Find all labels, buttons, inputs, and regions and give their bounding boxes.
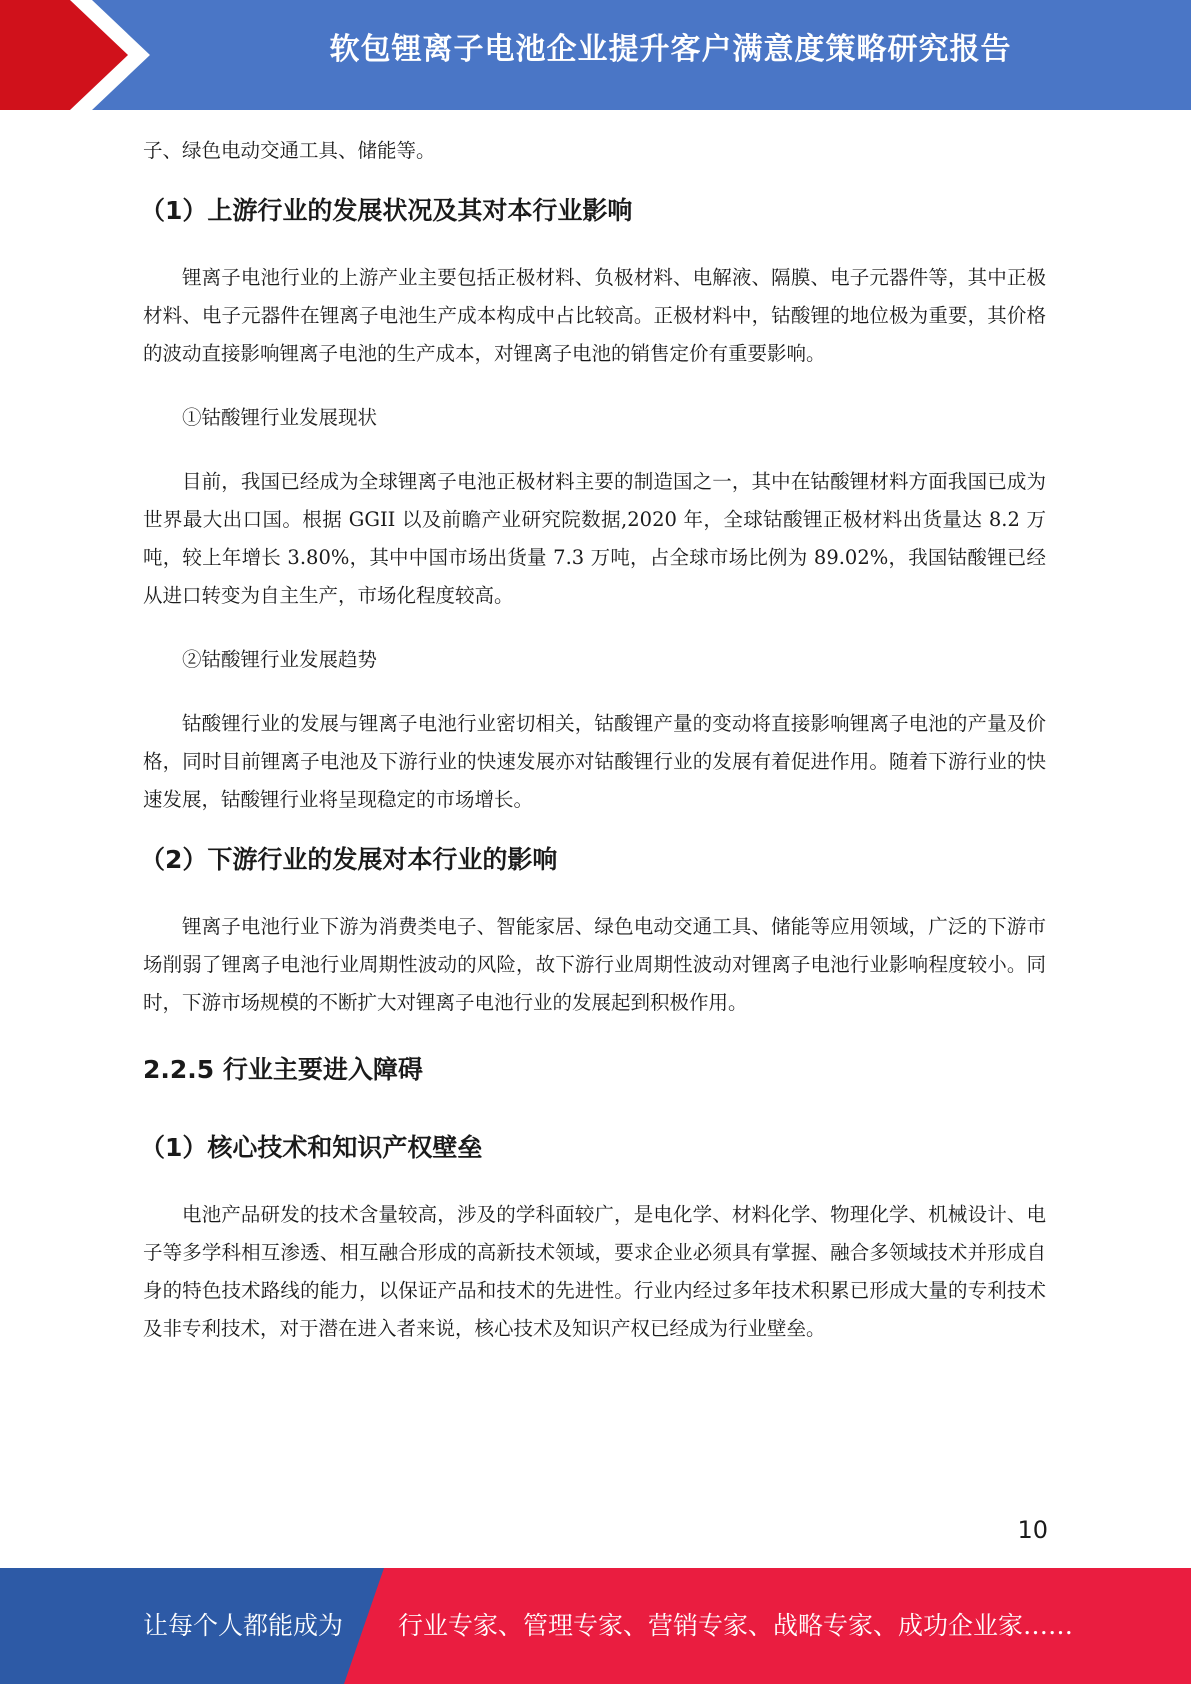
paragraph-trend: 钴酸锂行业的发展与锂离子电池行业密切相关，钴酸锂产量的变动将直接影响锂离子电池的产量及价格，同时目前锂离子电池及下游行业的快速发展亦对钴酸锂行业的发展有着促进作用。随着下游行业的快速发展，钴酸锂行业将呈现稳定的市场增长。: [143, 712, 1046, 811]
heading-upstream: （1）上游行业的发展状况及其对本行业影响: [140, 196, 633, 225]
footer-slogan-left: 让每个人都能成为: [143, 1611, 344, 1640]
header-chevron-decoration: [0, 0, 160, 110]
report-title: 软包锂离子电池企业提升客户满意度策略研究报告: [329, 32, 1012, 67]
paragraph-upstream: 锂离子电池行业的上游产业主要包括正极材料、负极材料、电解液、隔膜、电子元器件等，其中正极材料、电子元器件在锂离子电池生产成本构成中占比较高。正极材料中，钴酸锂的地位极为重要，其价格的波动直接影响锂离子电池的生产成本，对锂离子电池的销售定价有重要影响。: [143, 266, 1046, 365]
page-header: [0, 0, 1191, 110]
paragraph-downstream: 锂离子电池行业下游为消费类电子、智能家居、绿色电动交通工具、储能等应用领域，广泛的下游市场削弱了锂离子电池行业周期性波动的风险，故下游行业周期性波动对锂离子电池行业影响程度较小。同时，下游市场规模的不断扩大对锂离子电池行业的发展起到积极作用。: [143, 915, 1046, 1014]
page-footer: [0, 1568, 1191, 1684]
paragraph-tech-barrier: 电池产品研发的技术含量较高，涉及的学科面较广，是电化学、材料化学、物理化学、机械设计、电子等多学科相互渗透、相互融合形成的高新技术领域，要求企业必须具有掌握、融合多领域技术并形成自身的特色技术路线的能力，以保证产品和技术的先进性。行业内经过多年技术积累已形成大量的专利技术及非专利技术，对于潜在进入者来说，核心技术及知识产权已经成为行业壁垒。: [143, 1203, 1046, 1340]
subitem-status: ①钴酸锂行业发展现状: [182, 406, 378, 429]
paragraph-status: 目前，我国已经成为全球锂离子电池正极材料主要的制造国之一，其中在钴酸锂材料方面我国已成为世界最大出口国。根据 GGII 以及前瞻产业研究院数据,2020 年，全球钴酸锂正极材料出货量达 8.2 万吨，较上年增长 3.80%，其中中国市场出货量 7.3 万吨，占全球市场比例为 89.02%，我国钴酸锂已经从进口转变为自主生产，市场化程度较高。: [143, 470, 1046, 607]
heading-tech-barrier: （1）核心技术和知识产权壁垒: [140, 1133, 483, 1162]
page-number: 10: [1017, 1516, 1048, 1544]
heading-section-2-2-5: 2.2.5 行业主要进入障碍: [143, 1055, 423, 1084]
footer-slogan-right: 行业专家、管理专家、营销专家、战略专家、成功企业家……: [398, 1611, 1074, 1640]
subitem-trend: ②钴酸锂行业发展趋势: [182, 648, 378, 671]
heading-downstream: （2）下游行业的发展对本行业的影响: [140, 845, 558, 874]
paragraph-continuation: 子、绿色电动交通工具、储能等。: [143, 139, 436, 162]
document-body: [140, 132, 1046, 1348]
